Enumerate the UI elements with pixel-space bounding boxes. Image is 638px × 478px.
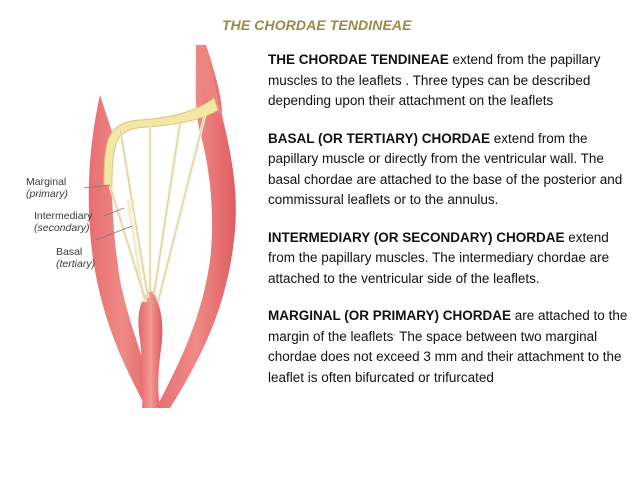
- paragraph-overview: THE CHORDAE TENDINEAE extend from the papillary muscles to the leaflets . Three types can be described depending upon their attachment on the leaflets: [268, 52, 601, 108]
- paragraph-marginal: MARGINAL (OR PRIMARY) CHORDAE are attached to the margin of the leaflets. The space between two marginal chordae does not exceed 3 mm and their attachment to the leaflet is often bifurcated or trifurcated: [268, 308, 628, 385]
- chordae-diagram: [0, 40, 260, 420]
- chordae-strands: [110, 115, 205, 302]
- ventricle-wall-right: [156, 45, 236, 408]
- description-text: [268, 50, 628, 405]
- label-basal: Basal (tertiary): [56, 246, 96, 270]
- label-intermediary: Intermediary (secondary): [34, 210, 93, 234]
- paragraph-basal: BASAL (OR TERTIARY) CHORDAE extend from the papillary muscle or directly from the ventricular wall. The basal chordae are attached to the base of the posterior and commissural leaflets or to the annulus.: [268, 130, 623, 207]
- page-title: THE CHORDAE TENDINEAE: [222, 17, 412, 33]
- paragraph-intermediary: INTERMEDIARY (OR SECONDARY) CHORDAE extend from the papillary muscles. The intermediary chordae are attached to the ventricular side of the leaflets.: [268, 229, 610, 286]
- label-marginal: Marginal (primary): [26, 176, 68, 200]
